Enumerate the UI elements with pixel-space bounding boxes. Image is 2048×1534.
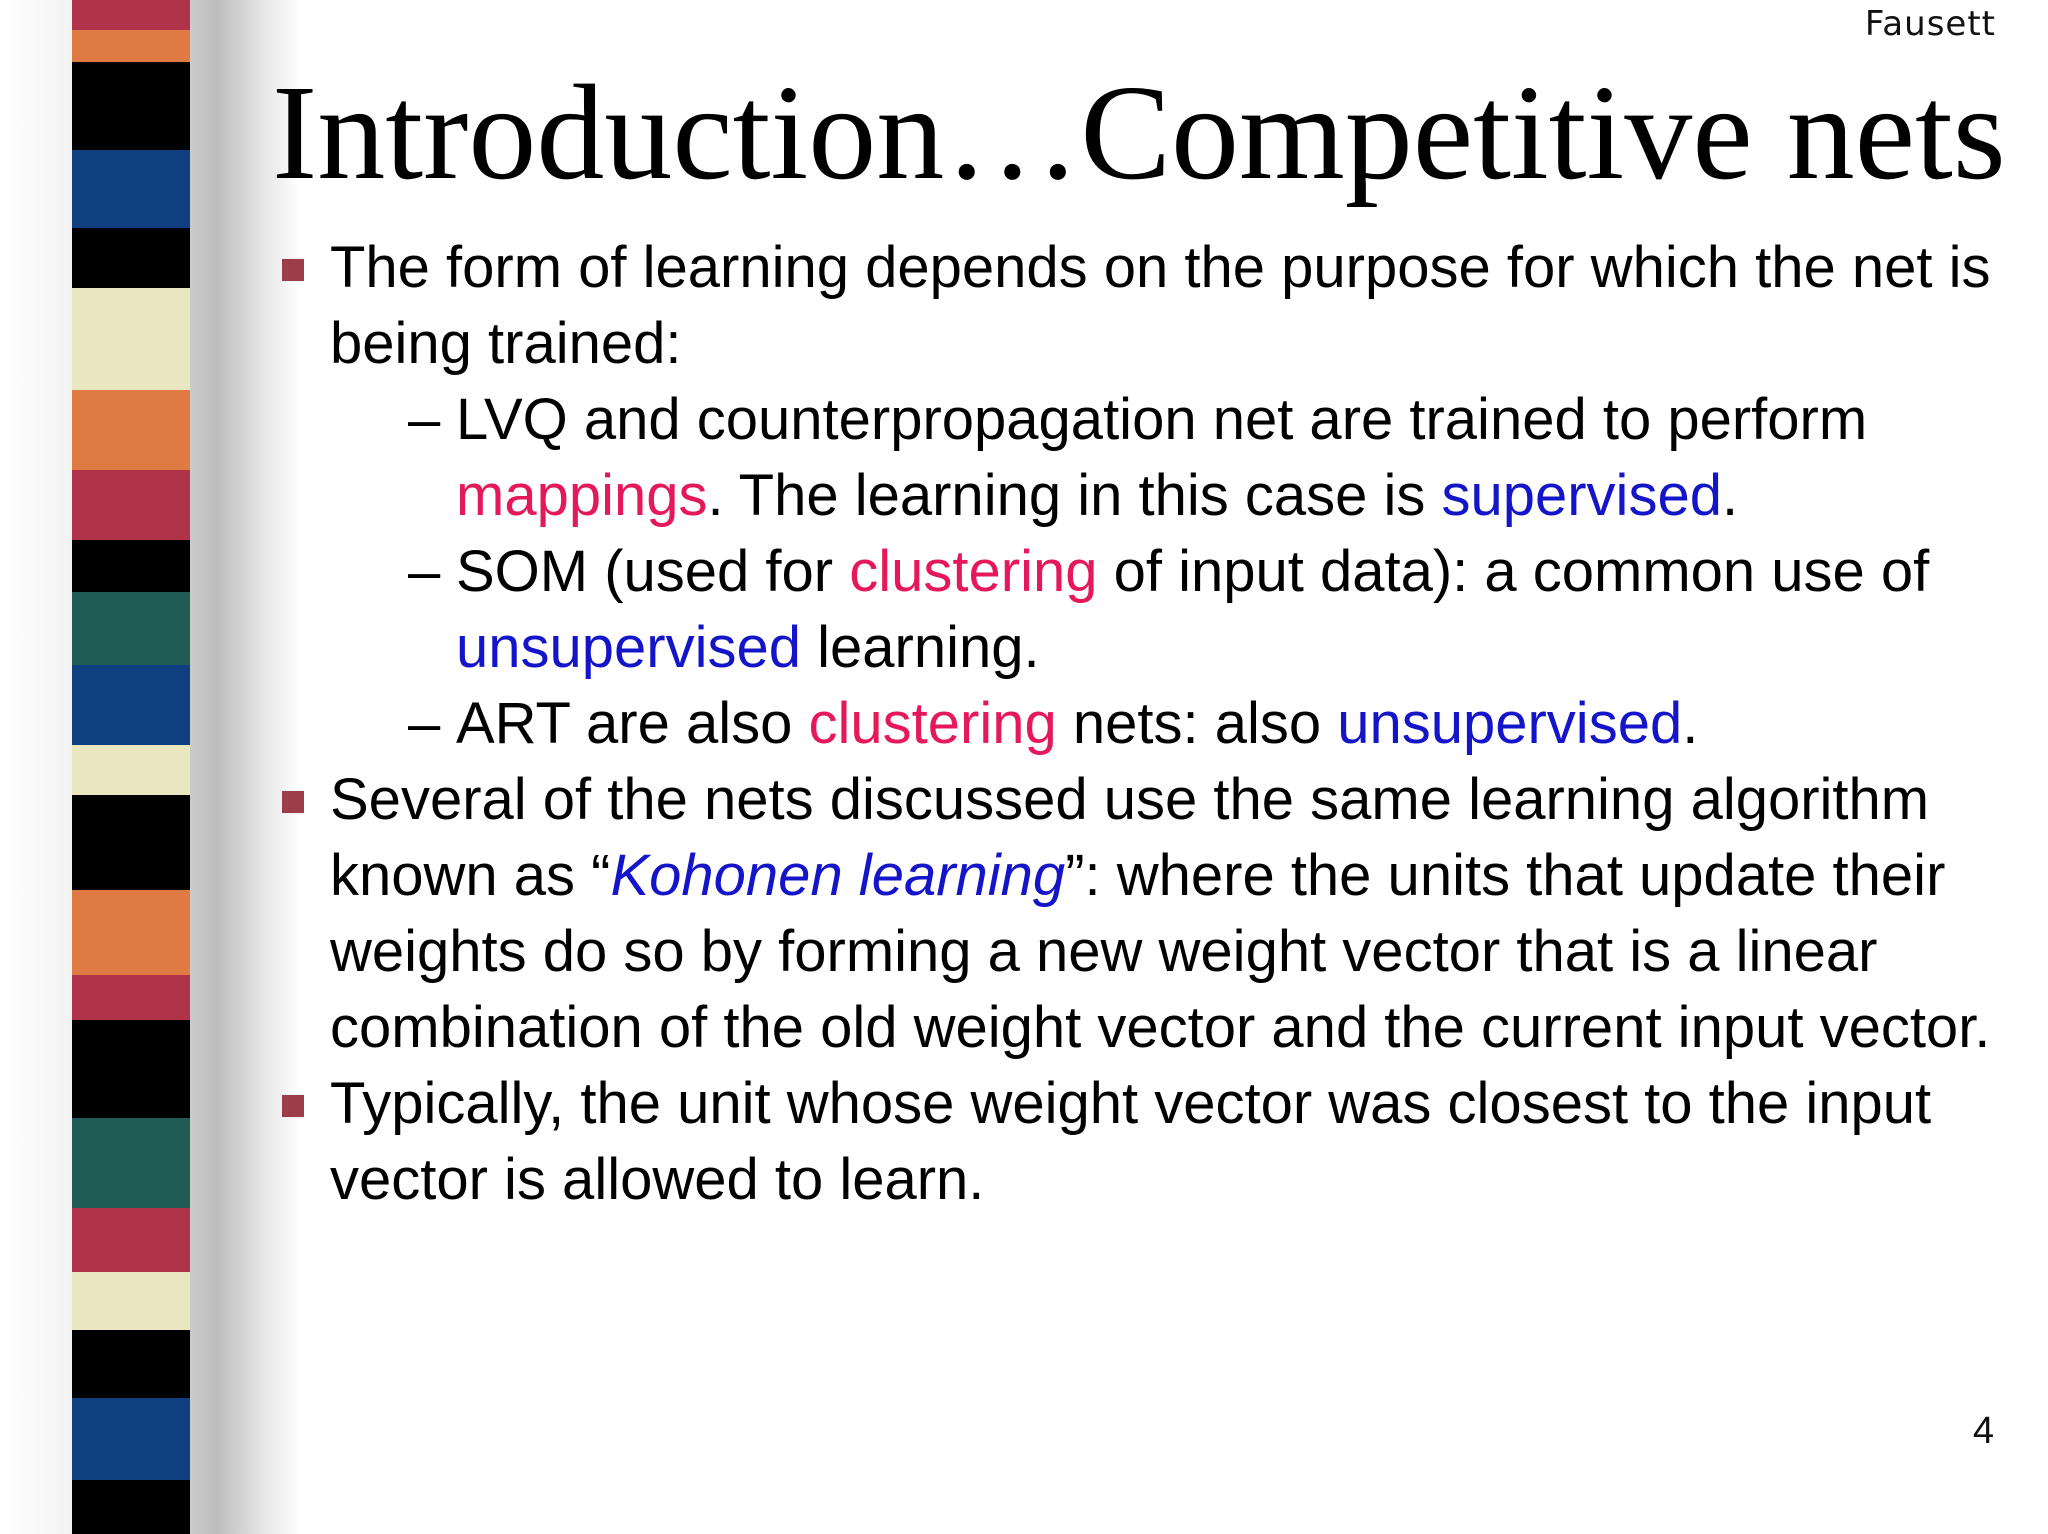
- highlight-term: clustering: [808, 691, 1057, 756]
- banner-stripe: [72, 470, 190, 540]
- slide-title: Introduction…Competitive nets: [272, 58, 2006, 208]
- highlight-term: unsupervised: [1337, 691, 1683, 756]
- banner-stripe: [72, 745, 190, 795]
- emphasized-term: Kohonen learning: [610, 843, 1066, 908]
- banner-stripe: [72, 0, 190, 30]
- banner-stripe: [72, 592, 190, 665]
- banner-stripe: [72, 30, 190, 62]
- page-number: 4: [1972, 1410, 1994, 1452]
- subbullet-item: [282, 534, 2002, 686]
- banner-stripe: [72, 1272, 190, 1330]
- banner-stripe: [72, 288, 190, 390]
- banner-stripe: [72, 228, 190, 288]
- banner-stripe: [72, 1118, 190, 1208]
- bullet-item: [282, 1066, 2002, 1218]
- banner-stripe: [72, 665, 190, 745]
- subbullet-text: .: [1682, 691, 1699, 756]
- highlight-term: unsupervised: [456, 615, 801, 680]
- banner-stripe: [72, 1480, 190, 1534]
- subbullet-item: [282, 686, 2002, 762]
- highlight-term: supervised: [1441, 463, 1722, 528]
- subbullet-text: .: [1721, 463, 1739, 528]
- bullet-text: Typically, the unit whose weight vector was closest to the input vector is allowed to learn.: [330, 1071, 1932, 1212]
- bullet-item: [282, 762, 2002, 1066]
- dash-marker: –: [408, 539, 441, 604]
- square-bullet-icon: [282, 1095, 304, 1117]
- square-bullet-icon: [282, 791, 304, 813]
- dash-marker: –: [408, 387, 441, 452]
- subbullet-text: nets: also: [1056, 691, 1338, 756]
- subbullet-text: SOM (used for: [456, 539, 850, 604]
- highlight-term: mappings: [456, 463, 708, 528]
- bullet-text: The form of learning depends on the purpose for which the net is being trained:: [330, 235, 1991, 376]
- banner-stripe: [72, 62, 190, 150]
- bullet-item: [282, 230, 2002, 382]
- banner-stripe: [72, 890, 190, 975]
- decorative-banner: [72, 0, 190, 1534]
- dash-marker: –: [408, 691, 441, 756]
- subbullet-item: [282, 382, 2002, 534]
- banner-stripe: [72, 1330, 190, 1398]
- banner-stripe: [72, 975, 190, 1020]
- banner-stripe: [72, 1020, 190, 1118]
- highlight-term: clustering: [849, 539, 1098, 604]
- banner-stripe: [72, 390, 190, 470]
- banner-stripe: [72, 150, 190, 228]
- subbullet-text: of input data): a common use of: [1097, 539, 1930, 604]
- square-bullet-icon: [282, 259, 304, 281]
- subbullet-text: LVQ and counterpropagation net are trained to perform: [456, 387, 1868, 452]
- bullet-text: Several of the nets discussed use the same learning algorithm known as “: [330, 767, 1930, 908]
- subbullet-text: learning.: [801, 615, 1040, 680]
- banner-stripe: [72, 1398, 190, 1480]
- slide-body: [282, 230, 2002, 1218]
- bullet-text: ”: where the units that update their weights do so by forming a new weight vector that is a linear combination of the old weight vector and the current input vector.: [330, 843, 1991, 1060]
- subbullet-text: ART are also: [456, 691, 809, 756]
- banner-stripe: [72, 540, 190, 592]
- subbullet-text: . The learning in this case is: [707, 463, 1442, 528]
- author-label: Fausett: [1864, 4, 1996, 44]
- banner-stripe: [72, 795, 190, 890]
- banner-stripe: [72, 1208, 190, 1272]
